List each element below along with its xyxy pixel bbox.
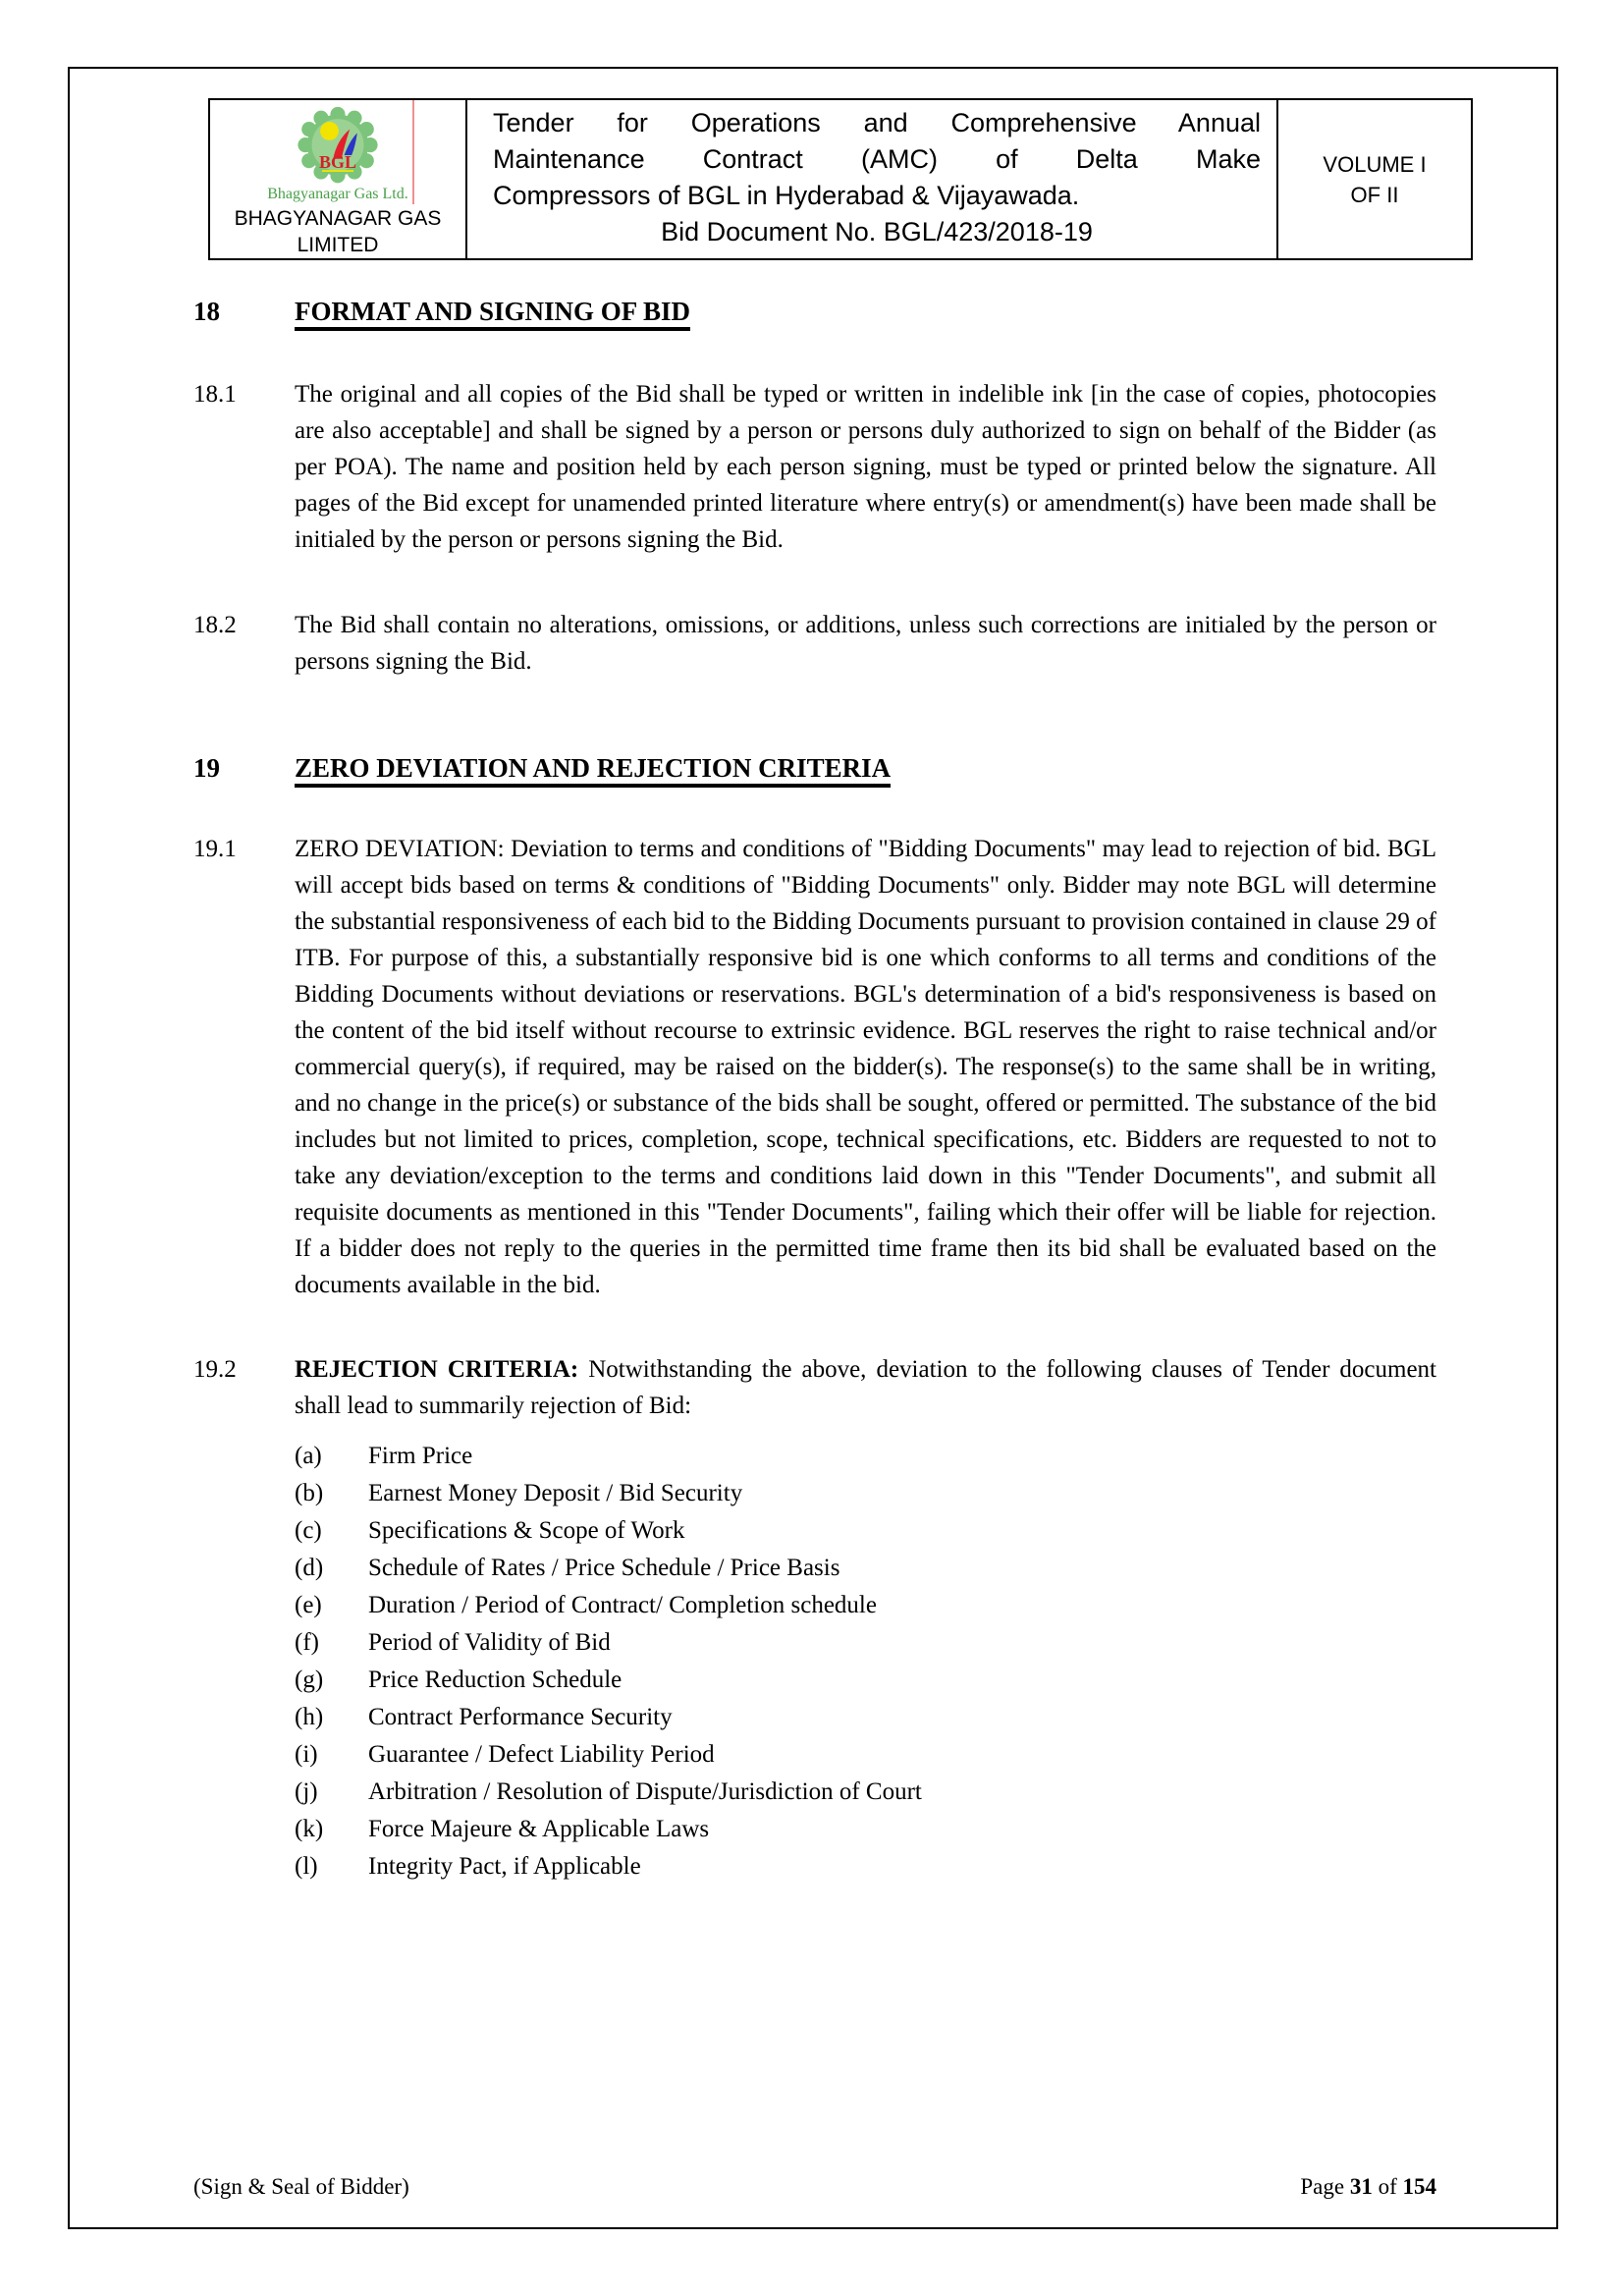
clause-number: 18.2 — [193, 612, 237, 638]
list-item — [295, 1699, 1436, 1736]
list-item-letter: (e) — [295, 1592, 322, 1618]
tender-title-line: Compressors of BGL in Hyderabad & Vijayawada. — [493, 181, 1080, 210]
list-item-letter: (i) — [295, 1741, 318, 1768]
list-item — [295, 1662, 1436, 1699]
list-item-letter: (a) — [295, 1443, 322, 1469]
clause-19-2 — [193, 1351, 1436, 1424]
list-item-letter: (g) — [295, 1667, 324, 1693]
list-item — [295, 1587, 1436, 1624]
list-item — [295, 1550, 1436, 1587]
clause-text: ZERO DEVIATION: Deviation to terms and conditions of "Bidding Documents" may lead to rejection of bid. BGL will accept bids based on terms & conditions of "Bidding Documents" only. Bidder may note BGL will determine the substantial responsiveness of each bid to the Bidding Documents pursuant to provision contained in clause 29 of ITB. For purpose of this, a substantially responsive bid is one which conforms to all terms and conditions of the Bidding Documents without deviations or reservations. BGL's determination of a bid's responsiveness is based on the content of the bid itself without recourse to extrinsic evidence. BGL reserves the right to raise technical and/or commercial query(s), if required, may be raised on the bidder(s). The response(s) to the same shall be in writing, and no change in the price(s) or substance of the bids shall be sought, offered or permitted. The substance of the bid includes but not limited to prices, completion, scope, technical specifications, etc. Bidders are requested to not to take any deviation/exception to the terms and conditions laid down in this "Tender Documents", and submit all requisite documents as mentioned in this "Tender Documents", failing which their offer will be liable for rejection. If a bidder does not reply to the queries in the permitted time frame then its bid shall be evaluated based on the documents available in the bid. — [295, 836, 1436, 1298]
rejection-criteria-list — [193, 1438, 1436, 1886]
section-number: 18 — [193, 297, 220, 326]
svg-text:BGL: BGL — [319, 152, 356, 173]
header-table — [208, 98, 1473, 260]
list-item — [295, 1811, 1436, 1848]
list-item-text: Firm Price — [368, 1443, 473, 1469]
list-item — [295, 1475, 1436, 1512]
clause-19-1 — [193, 831, 1436, 1303]
list-item-text: Arbitration / Resolution of Dispute/Jurisdiction of Court — [368, 1778, 922, 1805]
list-item-text: Duration / Period of Contract/ Completion schedule — [368, 1592, 877, 1618]
list-item-letter: (b) — [295, 1480, 324, 1506]
header-logo-cell — [210, 100, 467, 258]
list-item-letter: (d) — [295, 1555, 324, 1581]
section-title: ZERO DEVIATION AND REJECTION CRITERIA — [295, 750, 891, 787]
section-title: FORMAT AND SIGNING OF BID — [295, 294, 690, 330]
document-body — [193, 260, 1436, 1886]
list-item-text: Period of Validity of Bid — [368, 1629, 611, 1656]
scan-artifact-line — [412, 100, 414, 204]
list-item-text: Price Reduction Schedule — [368, 1667, 623, 1693]
list-item — [295, 1848, 1436, 1886]
section-number: 19 — [193, 753, 220, 783]
company-name-line1: BHAGYANAGAR GAS — [234, 207, 442, 230]
list-item — [295, 1774, 1436, 1811]
tender-title-line: Maintenance Contract (AMC) of Delta Make — [493, 144, 1261, 174]
list-item-letter: (l) — [295, 1853, 318, 1880]
list-item-text: Specifications & Scope of Work — [368, 1517, 685, 1544]
clause-number: 18.1 — [193, 381, 237, 408]
header-volume-cell — [1278, 100, 1471, 258]
section-19-heading — [193, 750, 1436, 787]
document-page-border — [68, 67, 1558, 2229]
list-item-letter: (j) — [295, 1778, 318, 1805]
list-item-letter: (h) — [295, 1704, 324, 1730]
logo-caption: Bhagyanagar Gas Ltd. — [267, 186, 408, 202]
page-number: Page 31 of 154 — [1300, 2174, 1436, 2199]
clause-lead: REJECTION CRITERIA: — [295, 1356, 579, 1383]
header-title-cell — [467, 100, 1278, 258]
list-item-letter: (c) — [295, 1517, 322, 1544]
list-item — [295, 1624, 1436, 1662]
list-item-text: Guarantee / Defect Liability Period — [368, 1741, 715, 1768]
list-item-text: Force Majeure & Applicable Laws — [368, 1816, 710, 1842]
bid-document-number: Bid Document No. BGL/423/2018-19 — [661, 217, 1093, 246]
list-item-text: Schedule of Rates / Price Schedule / Price Basis — [368, 1555, 840, 1581]
clause-text: The original and all copies of the Bid shall be typed or written in indelible ink [in the case of copies, photocopies are also acceptable] and shall be signed by a person or persons duly authorized to sign on behalf of the Bidder (as per POA). The name and position held by each person signing, must be typed or printed below the signature. All pages of the Bid except for unamended printed literature where entry(s) or amendment(s) have been made shall be initialed by the person or persons signing the Bid. — [295, 381, 1436, 553]
list-item — [295, 1736, 1436, 1774]
list-item — [295, 1512, 1436, 1550]
list-item-letter: (k) — [295, 1816, 324, 1842]
sign-seal-note: (Sign & Seal of Bidder) — [193, 2174, 409, 2199]
list-item-text: Integrity Pact, if Applicable — [368, 1853, 641, 1880]
clause-text: The Bid shall contain no alterations, omissions, or additions, unless such corrections are initialed by the person or persons signing the Bid. — [295, 612, 1436, 675]
clause-text: REJECTION CRITERIA: Notwithstanding the above, deviation to the following clauses of Tender document shall lead to summarily rejection of Bid: — [295, 1356, 1436, 1419]
company-name — [235, 205, 442, 258]
clause-number: 19.1 — [193, 836, 237, 862]
tender-title-line: Tender for Operations and Comprehensive Annual — [493, 108, 1261, 137]
section-18-heading — [193, 294, 1436, 330]
list-item — [295, 1438, 1436, 1475]
clause-18-1 — [193, 376, 1436, 558]
page-footer — [193, 2174, 1436, 2200]
company-name-line2: LIMITED — [297, 234, 379, 256]
list-item-text: Contract Performance Security — [368, 1704, 673, 1730]
list-item-text: Earnest Money Deposit / Bid Security — [368, 1480, 743, 1506]
bgl-logo-icon — [273, 105, 403, 189]
clause-18-2 — [193, 607, 1436, 680]
clause-number: 19.2 — [193, 1356, 237, 1383]
list-item-letter: (f) — [295, 1629, 319, 1656]
volume-label-line1: VOLUME I — [1323, 151, 1427, 177]
volume-label-line2: OF II — [1350, 182, 1399, 207]
